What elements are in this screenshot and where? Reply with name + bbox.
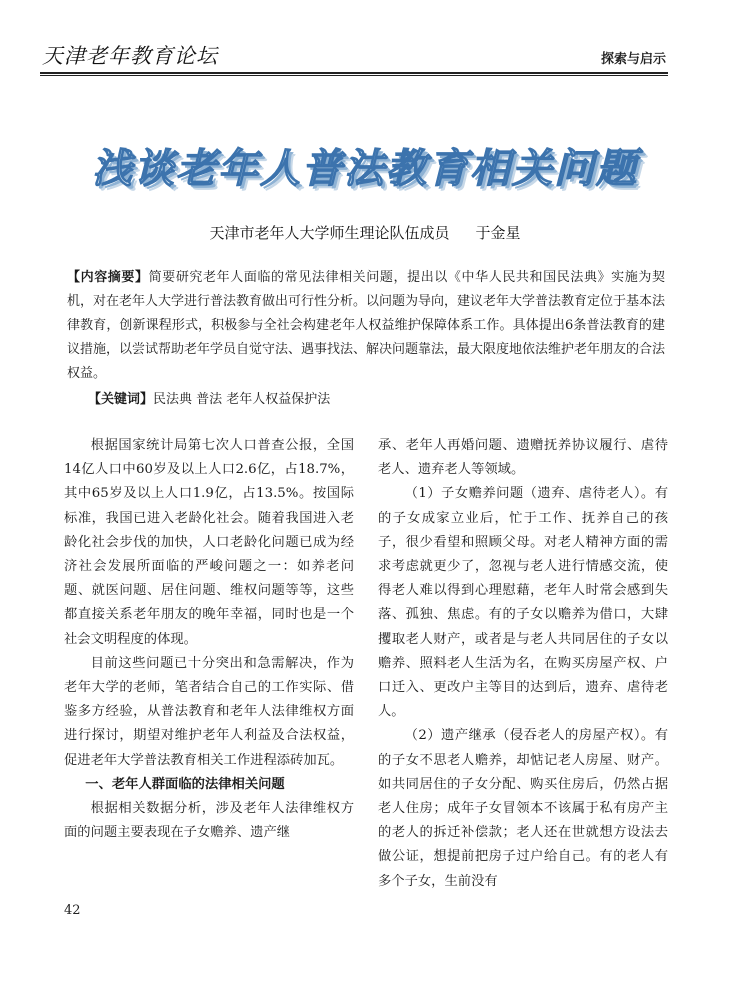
paragraph: 根据国家统计局第七次人口普查公报，全国14亿人口中60岁及以上人口2.6亿，占18.7%，其中65岁及以上人口1.9亿，占13.5%。按国际标准，我国已进入老龄化社会。随着我国进入老龄化社会步伐的加快，人口老龄化问题已成为经济社会发展所面临的严峻问题之一：如养老问题、就医问题、居住问题、维权问题等等，这些都直接关系老年朋友的晚年幸福，同时也是一个社会文明程度的体现。 — [64, 438, 354, 647]
keywords-label: 【关键词】 — [88, 392, 154, 407]
article-title: 浅谈老年人普法教育相关问题 — [92, 146, 638, 192]
abstract-text: 简要研究老年人面临的常见法律相关问题，提出以《中华人民共和国民法典》实施为契机，对在老年人大学进行普法教育做出可行性分析。以问题为导向，建议老年大学普法教育定位于基本法律教育，创新课程形式，积极参与全社会构建老年人权益维护保障体系工作。具体提出6条普法教育的建议措施，以尝试帮助老年学员自觉守法、遇事找法、解决问题靠法，最大限度地依法维护老年朋友的合法权益。 — [67, 270, 666, 381]
paragraph: 承、老年人再婚问题、遗赠抚养协议履行、虐待老人、遗弃老人等领域。 — [378, 438, 668, 478]
abstract-label: 【内容摘要】 — [67, 270, 149, 285]
right-column — [378, 434, 668, 894]
journal-name: 天津老年教育论坛 — [42, 44, 218, 68]
header-rule — [40, 72, 668, 74]
author-name: 于金星 — [475, 224, 521, 242]
header-rule-thin — [40, 75, 668, 76]
page-number: 42 — [64, 903, 81, 918]
author-line — [40, 222, 690, 243]
page-header — [0, 0, 730, 74]
keywords — [88, 388, 330, 407]
paragraph: 目前这些问题已十分突出和急需解决，作为老年大学的老师，笔者结合自己的工作实际、借鉴多方经验，从普法教育和老年人法律维权方面进行探讨，期望对维护老年人利益及合法权益，促进老年大学普法教育相关工作进程添砖加瓦。 — [64, 655, 354, 768]
keywords-text: 民法典 普法 老年人权益保护法 — [153, 392, 331, 407]
paragraph: （2）遗产继承（侵吞老人的房屋产权）。有的子女不思老人赡养，却惦记老人房屋、财产。如共同居住的子女分配、购买住房后，仍然占据老人住房；成年子女冒领本不该属于私有房产主的老人的拆迁补偿款；老人还在世就想方设法去做公证，想提前把房子过户给自己。有的老人有多个子女，生前没有 — [378, 728, 668, 889]
section-name: 探索与启示 — [600, 52, 666, 67]
paragraph: 根据相关数据分析，涉及老年人法律维权方面的问题主要表现在子女赡养、遗产继 — [64, 801, 354, 841]
abstract — [67, 266, 665, 386]
author-affiliation: 天津市老年人大学师生理论队伍成员 — [209, 224, 450, 242]
section-heading: 一、老年人群面临的法律相关问题 — [85, 776, 285, 792]
paragraph: （1）子女赡养问题（遗弃、虐待老人）。有的子女成家立业后，忙于工作、抚养自己的孩子，很少看望和照顾父母。对老人精神方面的需求考虑就更少了，忽视与老人进行情感交流，使得老人难以得到心理慰藉，老年人时常会感到失落、孤独、焦虑。有的子女以赡养为借口，大肆攫取老人财产，或者是与老人共同居住的子女以赡养、照料老人生活为名，在购买房屋产权、户口迁入、更改户主等目的达到后，遗弃、虐待老人。 — [378, 486, 668, 720]
left-column — [64, 434, 354, 845]
